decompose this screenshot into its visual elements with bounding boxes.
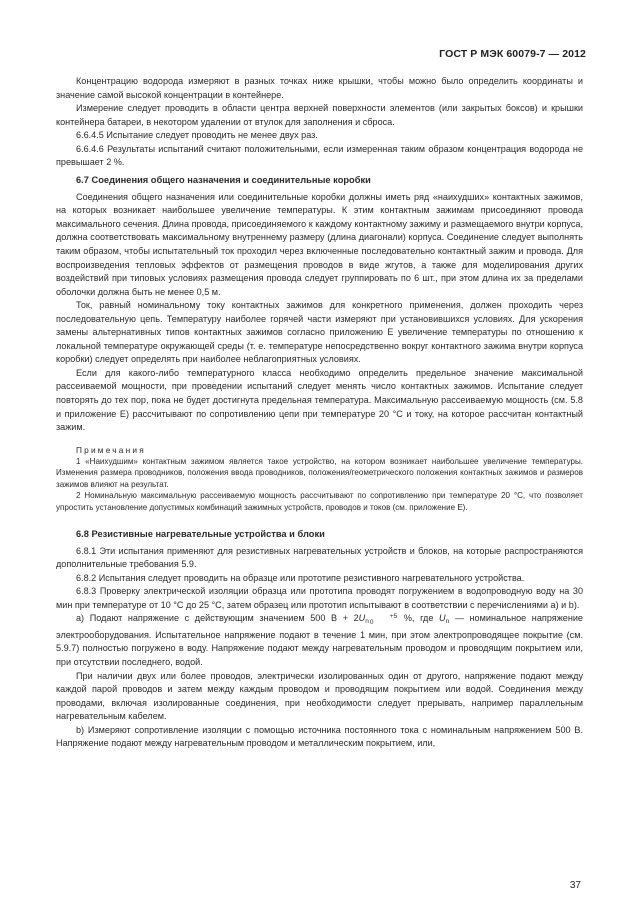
paragraph: 6.8.2 Испытания следует проводить на образце или прототипе резистивного нагревательного устройства. [76, 572, 525, 583]
section-heading-6-8: 6.8 Резистивные нагревательные устройства и блоки [76, 528, 325, 539]
paragraph: 6.8.3 Проверку электрической изоляции образца или прототипа проводят погружением в водопроводную воду на 30 мин при температуре от 10 °С до 25 °С, затем образец или прототип испытывают в соответствии с перечислениями а) и b). [56, 586, 583, 610]
paragraph: При наличии двух или более проводов, электрически изолированных один от другого, напряжение подают между каждой парой проводов и затем между каждым проводом и проводящим покрытием или водой. Соединения между проводами, включая изолированные соединения, при необходимости следует прерывать, например параллельным нагревательным кабелем. [56, 670, 583, 722]
paragraph: 6.8.1 Эти испытания применяют для резистивных нагревательных устройств и блоков, на которые распространяются дополнительные требования 5.9. [56, 545, 583, 570]
list-item-b: b) Измеряют сопротивление изоляции с помощью источника постоянного тока с номинальным напряжением 500 В. Напряжение подают между нагревательным проводом и металлическим покрытием, или, [56, 724, 583, 749]
page-number: 37 [569, 880, 581, 891]
notes-title: Примечания [76, 444, 146, 455]
list-item-a [56, 612, 583, 669]
paragraph: Измерение следует проводить в области центра верхней поверхности элементов (или закрытых боксов) и крышки контейнера батареи, в некотором удалении от втулок для заполнения и сброса. [56, 103, 583, 127]
item-a-tail: %, где [398, 613, 440, 624]
voltage-symbol: U [358, 613, 366, 624]
paragraph: 6.6.4.5 Испытание следует проводить не менее двух раз. [76, 130, 318, 141]
note-item: 2 Номинальную максимальную рассеиваемую мощность рассчитывают по сопротивлению при температуре 20 °С, что позволяет упростить установление допустимых комбинаций зажимных устройств, проводов и токов (см. приложение Е). [56, 491, 583, 513]
paragraph: Ток, равный номинальному току контактных зажимов для конкретного применения, должен проходить через последовательную цепь. Температуру наиболее горячей части измеряют при установившихся условиях. Для ускорения замены альтернативных типов контактных зажимов согласно приложению Е увеличение температуры по отношению к локальной температуре окружающей среды (т. е. температуре непосредственно вокруг контактного зажима внутри корпуса коробки) следует определять при наиболее неблагоприятных условиях. [56, 300, 583, 365]
note-item: 1 «Наихудшим» контактным зажимом является такое устройство, на котором возникает наибольшее увеличение температуры. Изменения размера проводников, положения ввода проводников, положения/геометрического положения контактных зажимов и размеров зажимов влияют на результат. [56, 456, 583, 489]
page-content [56, 75, 583, 751]
tolerance-upper: +5 [389, 613, 398, 621]
standard-header: ГОСТ Р МЭК 60079-7 — 2012 [439, 48, 586, 60]
paragraph: Концентрацию водорода измеряют в разных точках ниже крышки, чтобы можно было определить координаты и значение самой высокой концентрации в контейнере. [56, 76, 583, 100]
voltage-subscript: n [365, 618, 369, 626]
paragraph: Если для какого-либо температурного класса необходимо определить предельное значение максимальной рассеиваемой мощности, при проведении испытаний следует менять число контактных зажимов. Испытание следует повторять до тех пор, пока не будет достигнута предельная температура. Максимальную рассеиваемую мощность (см. 5.8 и приложение Е) рассчитывают по сопротивлению цепи при температуре 20 °С и току, на которое рассчитан контактный зажим. [56, 367, 583, 433]
paragraph: Соединения общего назначения или соединительные коробки должны иметь ряд «наихудших» контактных зажимов, на которых возникает наибольшее увеличение температуры. К этим контактным зажимам присоединяют провода максимального сечения. Длина провода, присоединяемого к каждому контактному зажиму и размещаемого внутри корпуса, должна соответствовать максимальному внутреннему размеру (длина диагонали) корпуса. Соединение следует выполнять таким образом, чтобы испытательный ток проходил через включенные последовательно контактный зажим и провода. Для воспроизведения тепловых эффектов от размещения проводов в виде жгутов, а также для моделирования других воздействий при типовых условиях размещения провода следует группировать по 6 шт., при этом длина их за пределами оболочки должна быть не менее 0,5 м. [56, 191, 583, 297]
item-a-lead: а) Подают напряжение с действующим значением 500 В + 2 [76, 613, 359, 624]
voltage-subscript: n [445, 618, 450, 626]
paragraph: 6.6.4.6 Результаты испытаний считают положительными, если измеренная таким образом концентрация водорода не превышает 2 %. [56, 143, 583, 168]
tolerance [370, 614, 397, 626]
item-a-tail2: — номинальное напряжение электрооборудования. Испытательное напряжение подают в течение 1 мин, при этом электропроводящее покрытие (см. 5.9.7) полностью погружено в воду. Напряжение подают между нагревательным проводом и проводящим покрытием или, при отсутствии последнего, водой. [56, 613, 583, 668]
tolerance-lower: 0 [369, 619, 374, 627]
voltage-symbol: U [439, 613, 446, 624]
section-heading-6-7: 6.7 Соединения общего назначения и соединительные коробки [76, 174, 371, 185]
